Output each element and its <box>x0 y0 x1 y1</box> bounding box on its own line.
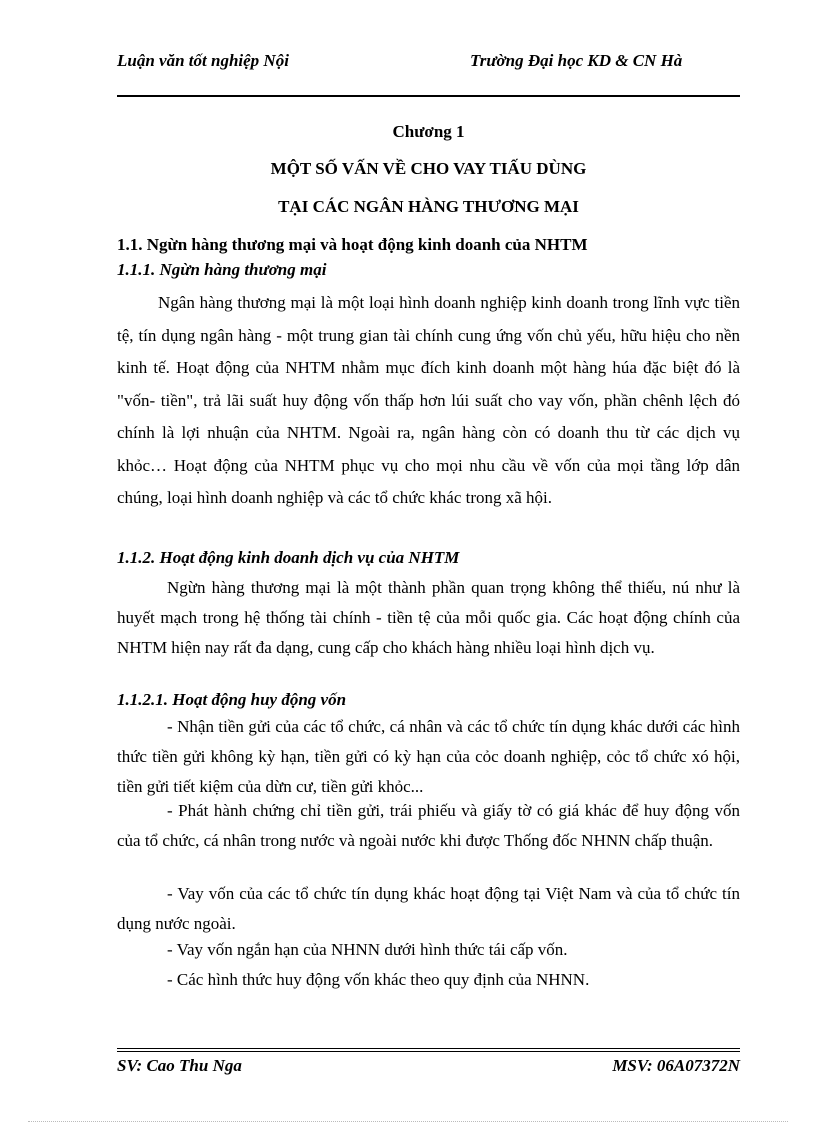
bullet-item-1: - Nhận tiền gửi của các tổ chức, cá nhân và các tổ chức tín dụng khác dưới các hình thức tiền gửi không kỳ hạn, tiền gửi có kỳ hạn của cỏc doanh nghiệp, cỏc tổ chức xó hội, tiền gửi tiết kiệm của dừn cư, tiền gửi khỏc... <box>117 717 740 796</box>
section-heading-1-1: 1.1. Ngừn hàng thương mại và hoạt động kinh doanh của NHTM <box>117 235 588 254</box>
bullet-item-4: - Vay vốn ngắn hạn của NHNN dưới hình thức tái cấp vốn. <box>167 940 568 959</box>
chapter-number: Chương 1 <box>392 122 465 141</box>
page-bottom-edge <box>28 1121 788 1122</box>
section-heading-1-1-1: 1.1.1. Ngừn hàng thương mại <box>117 260 327 279</box>
paragraph-1-1-1: Ngân hàng thương mại là một loại hình doanh nghiệp kinh doanh trong lĩnh vực tiền tệ, tín dụng ngân hàng - một trung gian tài chính cung ứng vốn chủ yếu, hữu hiệu cho nền kinh tế. Hoạt động của NHTM nhằm mục đích kinh doanh một hàng húa đặc biệt đó là "vốn- tiền", trả lãi suất huy động vốn thấp hơn lúi suất cho vay vốn, phần chênh lệch đó chính là lợi nhuận của NHTM. Ngoài ra, ngân hàng còn có doanh thu từ các dịch vụ khỏc… Hoạt động của NHTM phục vụ cho mọi nhu cầu về vốn của mọi tầng lớp dân chúng, loại hình doanh nghiệp và các tổ chức khác trong xã hội. <box>117 293 740 507</box>
footer-rule-bottom <box>117 1051 740 1052</box>
footer-student-id: MSV: 06A07372N <box>612 1056 740 1075</box>
footer-rule-top <box>117 1048 740 1049</box>
bullet-item-3: - Vay vốn của các tổ chức tín dụng khác hoạt động tại Việt Nam và của tổ chức tín dụng nước ngoài. <box>117 884 740 933</box>
chapter-title-line-2: TẠI CÁC NGÂN HÀNG THƯƠNG MẠI <box>278 197 579 216</box>
header-university-label: Trường Đại học KD & CN Hà <box>470 51 683 70</box>
section-heading-1-1-2: 1.1.2. Hoạt động kinh doanh dịch vụ của NHTM <box>117 548 460 567</box>
chapter-title-line-1: MỘT SỐ VẤN VỀ CHO VAY TIẤU DÙNG <box>270 159 587 178</box>
paragraph-1-1-2: Ngừn hàng thương mại là một thành phần quan trọng không thể thiếu, nú như là huyết mạch trong hệ thống tài chính - tiền tệ của mỗi quốc gia. Các hoạt động chính của NHTM hiện nay rất đa dạng, cung cấp cho khách hàng nhiều loại hình dịch vụ. <box>117 578 740 657</box>
bullet-item-5: - Các hình thức huy động vốn khác theo quy định của NHNN. <box>167 970 590 989</box>
footer-student-name: SV: Cao Thu Nga <box>117 1056 242 1075</box>
header-thesis-label: Luận văn tốt nghiệp Nội <box>117 51 289 70</box>
page-header <box>117 50 740 97</box>
section-heading-1-1-2-1: 1.1.2.1. Hoạt động huy động vốn <box>117 690 347 709</box>
bullet-item-2: - Phát hành chứng chỉ tiền gửi, trái phiếu và giấy tờ có giá khác để huy động vốn của tổ chức, cá nhân trong nước và ngoài nước khi được Thống đốc NHNN chấp thuận. <box>117 801 740 850</box>
